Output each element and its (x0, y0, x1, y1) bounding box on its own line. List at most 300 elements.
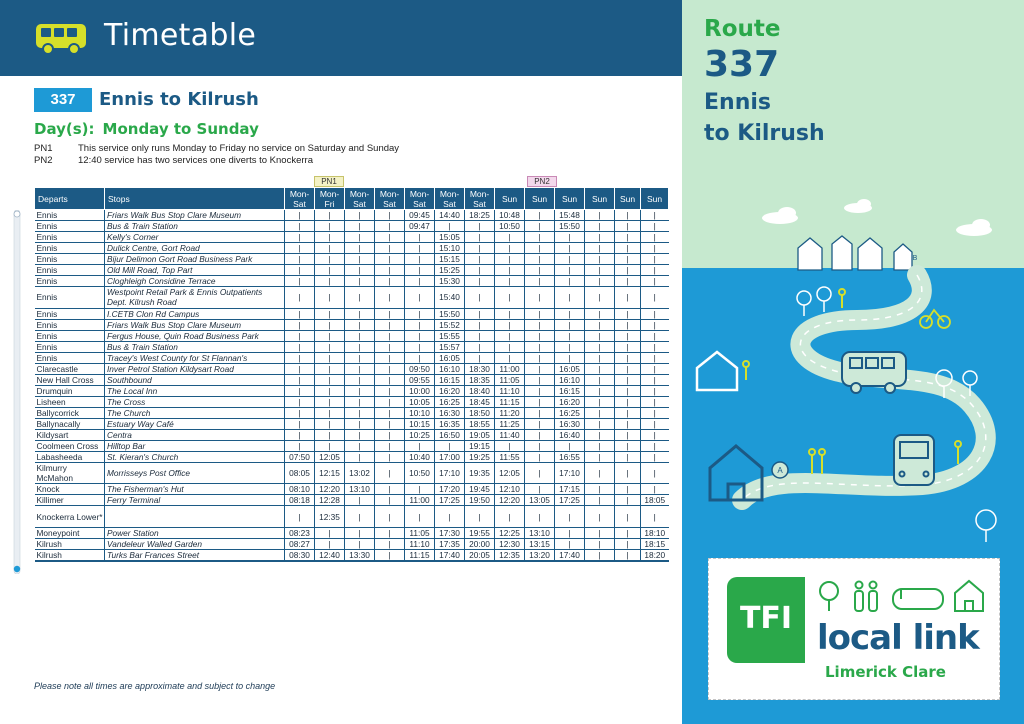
column-header: Departs (35, 188, 105, 210)
time-cell: | (285, 221, 315, 232)
time-cell: | (405, 287, 435, 309)
time-cell: | (615, 506, 641, 528)
time-cell: | (495, 232, 525, 243)
table-row (35, 385, 669, 396)
route-origin: Ennis (704, 90, 771, 115)
stop-cell: Tracey's West County for St Flannan's (105, 352, 285, 363)
time-cell: 13:10 (345, 484, 375, 495)
column-header: Sun (495, 188, 525, 210)
table-row (35, 308, 669, 319)
time-cell: | (555, 539, 585, 550)
departs-cell: Lisheen (35, 396, 105, 407)
time-cell: 19:25 (465, 451, 495, 462)
time-cell: 12:40 (315, 550, 345, 562)
time-cell: | (375, 506, 405, 528)
time-cell: | (615, 528, 641, 539)
house-icon (697, 352, 737, 390)
departs-cell: Clarecastle (35, 363, 105, 374)
stop-cell: St. Kieran's Church (105, 451, 285, 462)
time-cell: | (585, 352, 615, 363)
stop-cell: Fergus House, Quin Road Business Park (105, 330, 285, 341)
time-cell: 16:10 (555, 374, 585, 385)
timetable (34, 187, 666, 562)
time-cell: | (495, 287, 525, 309)
time-cell: | (345, 210, 375, 221)
time-cell: | (285, 276, 315, 287)
bus-icon (34, 22, 90, 56)
time-cell: | (641, 221, 669, 232)
time-cell: 13:10 (525, 528, 555, 539)
time-cell: | (585, 440, 615, 451)
time-cell: 19:15 (465, 440, 495, 451)
time-cell: | (465, 276, 495, 287)
departs-cell: Drumquin (35, 385, 105, 396)
time-cell: | (375, 418, 405, 429)
time-cell: | (285, 363, 315, 374)
time-cell: 16:25 (435, 396, 465, 407)
time-cell: 08:10 (285, 484, 315, 495)
local-link-wordmark: local link (817, 618, 979, 658)
time-cell: 15:05 (435, 232, 465, 243)
time-cell: | (555, 341, 585, 352)
time-cell: | (641, 243, 669, 254)
time-cell: | (525, 254, 555, 265)
time-cell: | (285, 210, 315, 221)
time-cell: | (345, 418, 375, 429)
tree-icon (820, 582, 838, 611)
stop-cell: I.CETB Clon Rd Campus (105, 308, 285, 319)
departs-cell: Ennis (35, 243, 105, 254)
departs-cell: Ennis (35, 265, 105, 276)
time-cell: | (285, 341, 315, 352)
time-cell: | (375, 352, 405, 363)
column-header: Mon-Sat (435, 188, 465, 210)
time-cell: 08:27 (285, 539, 315, 550)
bus-front-icon (894, 435, 934, 485)
time-cell: 17:30 (435, 528, 465, 539)
time-cell: | (375, 308, 405, 319)
stop-cell: The Local Inn (105, 385, 285, 396)
time-cell: | (641, 462, 669, 484)
time-cell: 19:35 (465, 462, 495, 484)
time-cell: | (641, 440, 669, 451)
departs-cell: Ennis (35, 287, 105, 309)
time-cell: | (345, 506, 375, 528)
time-cell: | (315, 363, 345, 374)
time-cell: | (345, 407, 375, 418)
time-cell: | (525, 407, 555, 418)
table-row (35, 429, 669, 440)
time-cell: | (495, 440, 525, 451)
time-cell: 17:35 (435, 539, 465, 550)
time-cell: | (641, 287, 669, 309)
time-cell: | (555, 506, 585, 528)
time-cell: | (525, 385, 555, 396)
time-cell: | (555, 287, 585, 309)
time-cell: | (495, 506, 525, 528)
time-cell: | (375, 429, 405, 440)
time-cell: | (615, 385, 641, 396)
map-marker-b: B (912, 255, 918, 262)
time-cell: | (585, 484, 615, 495)
time-cell: 08:30 (285, 550, 315, 562)
time-cell: | (375, 451, 405, 462)
time-cell: 19:45 (465, 484, 495, 495)
timetable-grid (34, 187, 669, 562)
departs-cell: Ennis (35, 308, 105, 319)
time-cell: | (555, 319, 585, 330)
time-cell: | (525, 440, 555, 451)
time-cell: | (525, 396, 555, 407)
time-cell: 10:40 (405, 451, 435, 462)
table-row (35, 539, 669, 550)
time-cell: | (641, 341, 669, 352)
time-cell: 15:52 (435, 319, 465, 330)
pn1-tag: PN1 (314, 176, 344, 187)
time-cell: | (285, 385, 315, 396)
time-cell: | (495, 330, 525, 341)
time-cell: | (641, 265, 669, 276)
time-cell: | (375, 243, 405, 254)
time-cell: 10:15 (405, 418, 435, 429)
time-cell: 11:25 (495, 418, 525, 429)
time-cell: | (345, 495, 375, 506)
time-cell: 09:47 (405, 221, 435, 232)
time-cell: | (285, 429, 315, 440)
table-row (35, 341, 669, 352)
time-cell: | (375, 440, 405, 451)
time-cell: 11:55 (495, 451, 525, 462)
time-cell: | (615, 254, 641, 265)
table-row (35, 374, 669, 385)
time-cell: 12:28 (315, 495, 345, 506)
column-header: Sun (555, 188, 585, 210)
time-cell: | (315, 440, 345, 451)
time-cell: | (375, 528, 405, 539)
route-timeline (12, 210, 22, 574)
cloud-icon (762, 199, 992, 236)
time-cell: 16:50 (435, 429, 465, 440)
time-cell: 15:50 (435, 308, 465, 319)
stop-cell (105, 506, 285, 528)
time-cell: 10:05 (405, 396, 435, 407)
table-row (35, 363, 669, 374)
table-row (35, 528, 669, 539)
time-cell: | (465, 352, 495, 363)
time-cell: | (525, 451, 555, 462)
departs-cell: Ennis (35, 319, 105, 330)
time-cell: | (585, 276, 615, 287)
departs-cell: Kildysart (35, 429, 105, 440)
time-cell: 17:40 (555, 550, 585, 562)
departs-cell: Knock (35, 484, 105, 495)
houses-icon (798, 236, 912, 270)
time-cell: 15:57 (435, 341, 465, 352)
time-cell: | (345, 451, 375, 462)
departs-cell: Ennis (35, 341, 105, 352)
time-cell: | (615, 462, 641, 484)
time-cell: | (585, 396, 615, 407)
time-cell: 17:15 (555, 484, 585, 495)
time-cell: | (345, 254, 375, 265)
time-cell: | (585, 495, 615, 506)
time-cell: | (585, 550, 615, 562)
time-cell: | (641, 451, 669, 462)
time-cell: | (525, 210, 555, 221)
stop-cell: Southbound (105, 374, 285, 385)
table-row (35, 276, 669, 287)
table-row (35, 451, 669, 462)
time-cell: | (315, 243, 345, 254)
time-cell: | (405, 440, 435, 451)
time-cell: | (435, 440, 465, 451)
time-cell: | (585, 341, 615, 352)
time-cell: | (555, 254, 585, 265)
time-cell: | (435, 506, 465, 528)
time-cell: | (615, 418, 641, 429)
time-cell: 13:02 (345, 462, 375, 484)
time-cell: | (525, 221, 555, 232)
time-cell: | (315, 539, 345, 550)
time-cell: 15:55 (435, 330, 465, 341)
time-cell: | (525, 276, 555, 287)
time-cell: 16:40 (555, 429, 585, 440)
note-code: PN2 (34, 155, 53, 166)
days-line (34, 120, 259, 138)
departs-cell: Kilrush (35, 539, 105, 550)
note-row (34, 155, 399, 167)
time-cell: | (585, 407, 615, 418)
time-cell: | (405, 243, 435, 254)
column-header: Sun (585, 188, 615, 210)
stop-cell: Old Mill Road, Top Part (105, 265, 285, 276)
departs-cell: Ennis (35, 330, 105, 341)
stop-cell: Kelly's Corner (105, 232, 285, 243)
stop-cell: Morrisseys Post Office (105, 462, 285, 484)
time-cell: | (285, 440, 315, 451)
stop-cell: The Church (105, 407, 285, 418)
stop-cell: Hilltop Bar (105, 440, 285, 451)
time-cell: | (465, 243, 495, 254)
stop-cell: Power Station (105, 528, 285, 539)
time-cell: 13:15 (525, 539, 555, 550)
days-value: Monday to Sunday (102, 120, 259, 138)
time-cell: 19:50 (465, 495, 495, 506)
pn2-tag: PN2 (527, 176, 557, 187)
time-cell: 16:35 (435, 418, 465, 429)
time-cell: 16:05 (555, 363, 585, 374)
column-header: Mon-Sat (345, 188, 375, 210)
time-cell: 16:05 (435, 352, 465, 363)
departs-cell: Knockerra Lower* (35, 506, 105, 528)
time-cell: | (405, 352, 435, 363)
time-cell: | (465, 330, 495, 341)
time-cell: | (615, 495, 641, 506)
time-cell: | (525, 484, 555, 495)
time-cell: 13:30 (345, 550, 375, 562)
tfi-text: TFI (739, 601, 793, 636)
table-row (35, 495, 669, 506)
map-marker-a: A (777, 466, 783, 475)
table-row (35, 210, 669, 221)
time-cell: | (345, 232, 375, 243)
time-cell: | (641, 418, 669, 429)
time-cell: 17:25 (555, 495, 585, 506)
time-cell: 11:00 (495, 363, 525, 374)
time-cell: | (641, 506, 669, 528)
time-cell: | (285, 287, 315, 309)
time-cell: 15:30 (435, 276, 465, 287)
time-cell: | (525, 330, 555, 341)
time-cell: 08:05 (285, 462, 315, 484)
table-row (35, 254, 669, 265)
time-cell: 10:50 (495, 221, 525, 232)
time-cell: 12:25 (495, 528, 525, 539)
time-cell: | (315, 276, 345, 287)
time-cell: | (345, 221, 375, 232)
time-cell: 16:20 (555, 396, 585, 407)
time-cell: | (375, 210, 405, 221)
table-row (35, 506, 669, 528)
time-cell: | (375, 319, 405, 330)
time-cell: | (615, 243, 641, 254)
time-cell: 12:20 (315, 484, 345, 495)
table-row (35, 221, 669, 232)
time-cell: 07:50 (285, 451, 315, 462)
time-cell: | (465, 265, 495, 276)
time-cell: | (375, 550, 405, 562)
route-panel (682, 0, 1024, 724)
time-cell: 13:20 (525, 550, 555, 562)
time-cell: | (555, 352, 585, 363)
time-cell: 09:50 (405, 363, 435, 374)
people-icon (855, 582, 877, 612)
time-cell: 17:20 (435, 484, 465, 495)
departs-cell: Ballynacally (35, 418, 105, 429)
stop-cell: Vandeleur Walled Garden (105, 539, 285, 550)
time-cell: | (585, 319, 615, 330)
time-cell: 18:05 (641, 495, 669, 506)
time-cell: | (615, 330, 641, 341)
time-cell: 15:15 (435, 254, 465, 265)
table-row (35, 352, 669, 363)
time-cell: 09:55 (405, 374, 435, 385)
time-cell: | (641, 352, 669, 363)
time-cell: | (555, 440, 585, 451)
tfi-logo (727, 577, 805, 663)
header-bar (0, 0, 682, 76)
stop-cell: Inver Petrol Station Kildysart Road (105, 363, 285, 374)
time-cell: | (345, 429, 375, 440)
time-cell: 16:15 (555, 385, 585, 396)
time-cell: | (615, 451, 641, 462)
time-cell: 11:00 (405, 495, 435, 506)
time-cell: | (585, 385, 615, 396)
time-cell: | (315, 210, 345, 221)
column-header: Sun (525, 188, 555, 210)
time-cell: | (525, 287, 555, 309)
time-cell: 18:25 (465, 210, 495, 221)
time-cell: | (585, 363, 615, 374)
time-cell: | (375, 221, 405, 232)
time-cell: | (641, 484, 669, 495)
table-row (35, 440, 669, 451)
time-cell: 16:15 (435, 374, 465, 385)
time-cell: 11:05 (495, 374, 525, 385)
time-cell: | (315, 221, 345, 232)
departs-cell: Labasheeda (35, 451, 105, 462)
time-cell: 18:35 (465, 374, 495, 385)
time-cell: | (495, 243, 525, 254)
departs-cell: Ennis (35, 254, 105, 265)
time-cell: | (555, 276, 585, 287)
time-cell: | (405, 254, 435, 265)
time-cell: | (435, 221, 465, 232)
house-icon (955, 581, 983, 611)
time-cell: | (495, 319, 525, 330)
column-header: Mon-Sat (285, 188, 315, 210)
time-cell: 17:10 (555, 462, 585, 484)
departs-cell: Moneypoint (35, 528, 105, 539)
time-cell: 12:15 (315, 462, 345, 484)
table-row (35, 462, 669, 484)
time-cell: | (405, 319, 435, 330)
time-cell: 12:10 (495, 484, 525, 495)
time-cell: 15:10 (435, 243, 465, 254)
departs-cell: Ennis (35, 276, 105, 287)
time-cell: 18:40 (465, 385, 495, 396)
time-cell: | (641, 407, 669, 418)
table-row (35, 550, 669, 562)
time-cell: | (641, 429, 669, 440)
time-cell: | (345, 341, 375, 352)
time-cell: 20:00 (465, 539, 495, 550)
note-code: PN1 (34, 143, 53, 154)
time-cell: | (345, 539, 375, 550)
stop-cell: Westpoint Retail Park & Ennis Outpatients Dept. Kilrush Road (105, 287, 285, 309)
time-cell: | (555, 308, 585, 319)
logo-icons (815, 579, 987, 613)
time-cell: | (615, 440, 641, 451)
time-cell: | (585, 287, 615, 309)
time-cell: 11:15 (495, 396, 525, 407)
time-cell: | (345, 396, 375, 407)
time-cell: | (525, 243, 555, 254)
time-cell: 11:15 (405, 550, 435, 562)
time-cell: | (375, 265, 405, 276)
time-cell: | (525, 374, 555, 385)
time-cell: | (315, 254, 345, 265)
bus-icon (842, 352, 906, 393)
time-cell: | (525, 462, 555, 484)
time-cell: 19:05 (465, 429, 495, 440)
time-cell: | (375, 287, 405, 309)
time-cell: | (315, 319, 345, 330)
time-cell: 08:18 (285, 495, 315, 506)
route-label: Route (704, 16, 781, 42)
time-cell: | (585, 254, 615, 265)
time-cell: | (465, 221, 495, 232)
time-cell: | (285, 254, 315, 265)
time-cell: | (495, 254, 525, 265)
departs-cell: Ennis (35, 221, 105, 232)
route-number: 337 (704, 44, 780, 85)
time-cell: | (641, 385, 669, 396)
time-cell: | (375, 363, 405, 374)
time-cell: 10:50 (405, 462, 435, 484)
time-cell: | (375, 341, 405, 352)
time-cell: 13:05 (525, 495, 555, 506)
